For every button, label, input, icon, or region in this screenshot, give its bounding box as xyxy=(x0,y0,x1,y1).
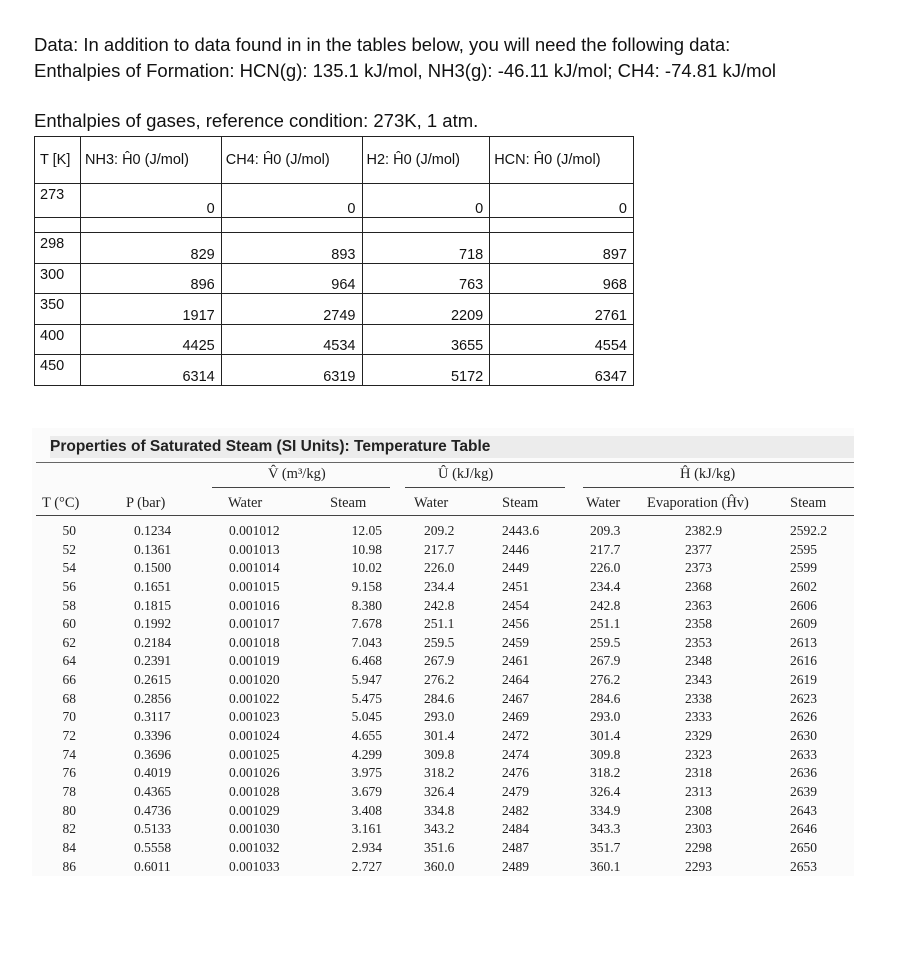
steam-cell-vw: 0.001017 xyxy=(229,616,280,632)
steam-cell-hv: 2338 xyxy=(685,690,712,706)
steam-cell-vs: 10.98 xyxy=(351,541,382,557)
steam-cell-hv: 2323 xyxy=(685,746,712,762)
steam-cell-hs: 2650 xyxy=(790,839,817,855)
steam-cell-t: 74 xyxy=(62,746,76,762)
steam-cell-uw: 276.2 xyxy=(424,672,455,688)
steam-header-v-water: Water xyxy=(228,495,263,511)
steam-cell-t: 66 xyxy=(62,672,76,688)
intro-line-1: Data: In addition to data found in in the tables below, you will need the following data: xyxy=(34,34,731,55)
steam-header-h-steam: Steam xyxy=(790,495,827,511)
steam-cell-hv: 2363 xyxy=(685,597,712,613)
gas-table-spacer-cell xyxy=(35,218,81,233)
steam-cell-vs: 3.408 xyxy=(351,802,382,818)
steam-cell-vs: 5.045 xyxy=(351,709,382,725)
steam-cell-t: 84 xyxy=(62,839,76,855)
steam-cell-p: 0.4019 xyxy=(134,765,172,781)
steam-group-internal-energy: Û (kJ/kg) xyxy=(438,466,494,482)
steam-cell-hw: 360.1 xyxy=(590,858,621,874)
steam-cell-hw: 209.3 xyxy=(590,523,621,538)
steam-cell-t: 80 xyxy=(62,802,76,818)
steam-cell-vs: 3.679 xyxy=(351,783,382,799)
steam-cell-vs: 6.468 xyxy=(351,653,382,669)
steam-cell-p: 0.1234 xyxy=(134,523,172,538)
steam-cell-hs: 2609 xyxy=(790,616,817,632)
gas-header-ch4: CH4: Ĥ0 (J/mol) xyxy=(221,137,362,184)
steam-cell-hw: 276.2 xyxy=(590,672,621,688)
steam-cell-us: 2459 xyxy=(502,634,529,650)
steam-cell-vw: 0.001022 xyxy=(229,690,280,706)
steam-cell-vw: 0.001029 xyxy=(229,802,280,818)
steam-cell-t: 54 xyxy=(62,560,76,576)
steam-cell-hw: 242.8 xyxy=(590,597,621,613)
steam-cell-us: 2451 xyxy=(502,578,529,594)
steam-cell-uw: 343.2 xyxy=(424,821,455,837)
steam-cell-uw: 360.0 xyxy=(424,858,455,874)
steam-cell-vw: 0.001032 xyxy=(229,839,280,855)
steam-cell-vs: 10.02 xyxy=(351,560,382,576)
steam-cell-hv: 2348 xyxy=(685,653,712,669)
gas-table-row xyxy=(35,184,634,218)
gas-table-value-cell: 1917 xyxy=(81,294,222,325)
steam-cell-uw: 309.8 xyxy=(424,746,455,762)
steam-cell-uw: 334.8 xyxy=(424,802,455,818)
steam-cell-us: 2479 xyxy=(502,783,529,799)
steam-cell-p: 0.1992 xyxy=(134,616,172,632)
steam-cell-uw: 293.0 xyxy=(424,709,455,725)
gas-table-row xyxy=(35,324,634,355)
steam-cell-uw: 301.4 xyxy=(424,728,455,744)
steam-cell-p: 0.1651 xyxy=(134,578,172,594)
steam-cell-uw: 234.4 xyxy=(424,578,455,594)
steam-cell-us: 2489 xyxy=(502,858,529,874)
steam-cell-uw: 326.4 xyxy=(424,783,455,799)
steam-cell-uw: 318.2 xyxy=(424,765,455,781)
steam-header-h-water: Water xyxy=(586,495,621,511)
steam-cell-us: 2446 xyxy=(502,541,529,557)
steam-cell-hv: 2382.9 xyxy=(685,523,723,538)
steam-cell-us: 2472 xyxy=(502,728,529,744)
steam-cell-uw: 251.1 xyxy=(424,616,455,632)
steam-cell-hv: 2293 xyxy=(685,858,712,874)
steam-cell-t: 86 xyxy=(62,858,76,874)
steam-cell-hs: 2639 xyxy=(790,783,817,799)
steam-column-u-steam xyxy=(502,522,539,876)
steam-cell-hv: 2373 xyxy=(685,560,712,576)
steam-cell-vw: 0.001012 xyxy=(229,523,280,538)
steam-cell-vs: 2.934 xyxy=(351,839,382,855)
gas-table-spacer-cell xyxy=(81,218,222,233)
steam-cell-vs: 2.727 xyxy=(351,858,382,874)
steam-cell-hs: 2643 xyxy=(790,802,817,818)
gas-table-value-cell: 4534 xyxy=(221,324,362,355)
steam-cell-hw: 217.7 xyxy=(590,541,621,557)
steam-cell-p: 0.3117 xyxy=(134,709,171,725)
steam-header-h-evaporation: Evaporation (Ĥv) xyxy=(647,495,749,511)
gas-table-row xyxy=(35,263,634,294)
steam-cell-p: 0.2856 xyxy=(134,690,172,706)
steam-cell-hw: 318.2 xyxy=(590,765,621,781)
steam-cell-us: 2482 xyxy=(502,802,529,818)
steam-cell-p: 0.3696 xyxy=(134,746,172,762)
gas-table-value-cell: 964 xyxy=(221,263,362,294)
steam-cell-uw: 226.0 xyxy=(424,560,455,576)
steam-cell-hv: 2308 xyxy=(685,802,712,818)
gas-table-value-cell: 0 xyxy=(362,184,490,218)
steam-column-v-water xyxy=(229,522,280,876)
steam-cell-t: 58 xyxy=(62,597,76,613)
steam-cell-hv: 2303 xyxy=(685,821,712,837)
steam-cell-hs: 2636 xyxy=(790,765,817,781)
steam-cell-vs: 12.05 xyxy=(351,523,382,538)
steam-cell-us: 2464 xyxy=(502,672,529,688)
steam-cell-vs: 5.947 xyxy=(351,672,382,688)
steam-column-u-water xyxy=(424,522,454,876)
steam-cell-hw: 267.9 xyxy=(590,653,621,669)
steam-cell-vs: 5.475 xyxy=(351,690,382,706)
steam-cell-us: 2456 xyxy=(502,616,529,632)
steam-cell-uw: 267.9 xyxy=(424,653,455,669)
gas-table-spacer-cell xyxy=(221,218,362,233)
steam-cell-t: 72 xyxy=(62,728,76,744)
steam-cell-us: 2474 xyxy=(502,746,529,762)
steam-cell-uw: 209.2 xyxy=(424,523,455,538)
steam-cell-hw: 251.1 xyxy=(590,616,621,632)
intro-line-2: Enthalpies of Formation: HCN(g): 135.1 kJ/mol, NH3(g): -46.11 kJ/mol; CH4: -74.81 kJ/mol xyxy=(34,60,776,81)
steam-cell-hs: 2619 xyxy=(790,672,817,688)
steam-cell-hw: 293.0 xyxy=(590,709,621,725)
steam-column-h-steam xyxy=(790,522,827,876)
steam-cell-hv: 2343 xyxy=(685,672,712,688)
steam-cell-hv: 2368 xyxy=(685,578,712,594)
gas-table-spacer xyxy=(35,218,634,233)
steam-cell-hw: 343.3 xyxy=(590,821,621,837)
steam-cell-vs: 9.158 xyxy=(351,578,382,594)
gas-table-row xyxy=(35,355,634,386)
steam-volume-rule xyxy=(212,487,390,488)
gas-table-value-cell: 897 xyxy=(490,233,634,264)
steam-cell-vw: 0.001033 xyxy=(229,858,280,874)
steam-cell-hw: 234.4 xyxy=(590,578,621,594)
steam-cell-hs: 2606 xyxy=(790,597,817,613)
steam-cell-hs: 2646 xyxy=(790,821,817,837)
gas-table-temperature-cell: 450 xyxy=(35,355,81,386)
steam-energy-rule xyxy=(405,487,565,488)
gas-table-value-cell: 6347 xyxy=(490,355,634,386)
gas-table-temperature-cell: 350 xyxy=(35,294,81,325)
steam-cell-hv: 2318 xyxy=(685,765,712,781)
steam-cell-vw: 0.001023 xyxy=(229,709,280,725)
steam-header-rule xyxy=(36,515,854,516)
steam-cell-us: 2443.6 xyxy=(502,523,540,538)
steam-column-temperature xyxy=(40,522,76,876)
gas-table-header-row xyxy=(35,137,634,184)
steam-header-u-steam: Steam xyxy=(502,495,539,511)
gas-table-spacer-cell xyxy=(490,218,634,233)
gas-enthalpy-table xyxy=(34,136,634,386)
steam-table-title xyxy=(50,436,854,458)
steam-header-pressure: P (bar) xyxy=(126,495,166,511)
steam-cell-us: 2467 xyxy=(502,690,529,706)
steam-header-v-steam: Steam xyxy=(330,495,367,511)
steam-column-v-steam xyxy=(318,522,382,876)
steam-cell-uw: 351.6 xyxy=(424,839,455,855)
steam-cell-t: 70 xyxy=(62,709,76,725)
steam-cell-us: 2487 xyxy=(502,839,529,855)
steam-cell-hv: 2313 xyxy=(685,783,712,799)
steam-cell-vw: 0.001015 xyxy=(229,578,280,594)
steam-cell-vw: 0.001030 xyxy=(229,821,280,837)
gas-table-temperature-cell: 400 xyxy=(35,324,81,355)
gas-table-row xyxy=(35,294,634,325)
steam-cell-p: 0.4736 xyxy=(134,802,172,818)
steam-cell-vs: 3.161 xyxy=(351,821,382,837)
steam-cell-uw: 259.5 xyxy=(424,634,455,650)
steam-cell-vw: 0.001019 xyxy=(229,653,280,669)
steam-cell-t: 62 xyxy=(62,634,76,650)
gas-header-hcn: HCN: Ĥ0 (J/mol) xyxy=(490,137,634,184)
steam-cell-t: 64 xyxy=(62,653,76,669)
gas-table-value-cell: 2209 xyxy=(362,294,490,325)
steam-cell-vs: 4.655 xyxy=(351,728,382,744)
steam-cell-hw: 226.0 xyxy=(590,560,621,576)
steam-cell-vs: 7.043 xyxy=(351,634,382,650)
gas-table-value-cell: 718 xyxy=(362,233,490,264)
steam-cell-us: 2449 xyxy=(502,560,529,576)
gas-table-temperature-cell: 298 xyxy=(35,233,81,264)
steam-cell-t: 60 xyxy=(62,616,76,632)
steam-cell-t: 78 xyxy=(62,783,76,799)
gas-table-temperature-cell: 273 xyxy=(35,184,81,218)
steam-group-volume: V̂ (m³/kg) xyxy=(268,466,326,482)
steam-cell-hs: 2626 xyxy=(790,709,817,725)
steam-cell-hw: 326.4 xyxy=(590,783,621,799)
steam-cell-vs: 7.678 xyxy=(351,616,382,632)
steam-cell-p: 0.1361 xyxy=(134,541,172,557)
steam-cell-hw: 351.7 xyxy=(590,839,621,855)
steam-cell-uw: 284.6 xyxy=(424,690,455,706)
steam-cell-vs: 4.299 xyxy=(351,746,382,762)
steam-cell-vw: 0.001025 xyxy=(229,746,280,762)
gas-table-value-cell: 0 xyxy=(490,184,634,218)
gas-table-value-cell: 5172 xyxy=(362,355,490,386)
steam-cell-t: 50 xyxy=(62,523,76,538)
steam-cell-p: 0.3396 xyxy=(134,728,172,744)
gas-table-value-cell: 4425 xyxy=(81,324,222,355)
gas-table-value-cell: 4554 xyxy=(490,324,634,355)
steam-group-enthalpy: Ĥ (kJ/kg) xyxy=(680,466,736,482)
steam-cell-hw: 309.8 xyxy=(590,746,621,762)
steam-cell-us: 2461 xyxy=(502,653,529,669)
steam-cell-uw: 242.8 xyxy=(424,597,455,613)
steam-cell-p: 0.4365 xyxy=(134,783,172,799)
steam-cell-p: 0.5558 xyxy=(134,839,172,855)
steam-cell-vw: 0.001016 xyxy=(229,597,280,613)
steam-cell-us: 2469 xyxy=(502,709,529,725)
steam-cell-hs: 2602 xyxy=(790,578,817,594)
gas-table-temperature-cell: 300 xyxy=(35,263,81,294)
steam-cell-t: 56 xyxy=(62,578,76,594)
gas-header-temperature: T [K] xyxy=(35,137,81,184)
gas-table-value-cell: 2749 xyxy=(221,294,362,325)
gas-table-value-cell: 0 xyxy=(221,184,362,218)
gas-table-value-cell: 0 xyxy=(81,184,222,218)
steam-cell-uw: 217.7 xyxy=(424,541,455,557)
steam-cell-vw: 0.001026 xyxy=(229,765,280,781)
steam-cell-hw: 284.6 xyxy=(590,690,621,706)
steam-cell-us: 2476 xyxy=(502,765,529,781)
steam-cell-hw: 334.9 xyxy=(590,802,621,818)
steam-cell-t: 82 xyxy=(62,821,76,837)
gas-table-value-cell: 6319 xyxy=(221,355,362,386)
steam-cell-vw: 0.001018 xyxy=(229,634,280,650)
steam-cell-t: 76 xyxy=(62,765,76,781)
steam-title-text: Properties of Saturated Steam (SI Units): Temperature Table xyxy=(50,438,491,455)
steam-header-temperature: T (°C) xyxy=(42,495,80,511)
steam-cell-hs: 2595 xyxy=(790,541,817,557)
steam-enthalpy-rule xyxy=(583,487,854,488)
steam-cell-hs: 2633 xyxy=(790,746,817,762)
steam-cell-hv: 2333 xyxy=(685,709,712,725)
steam-cell-hs: 2653 xyxy=(790,858,817,874)
steam-cell-hv: 2298 xyxy=(685,839,712,855)
steam-cell-p: 0.2184 xyxy=(134,634,172,650)
steam-cell-hw: 301.4 xyxy=(590,728,621,744)
steam-cell-vw: 0.001024 xyxy=(229,728,280,744)
gas-table-value-cell: 829 xyxy=(81,233,222,264)
steam-cell-vw: 0.001014 xyxy=(229,560,280,576)
gas-header-nh3: NH3: Ĥ0 (J/mol) xyxy=(81,137,222,184)
steam-cell-p: 0.2615 xyxy=(134,672,172,688)
steam-cell-hv: 2329 xyxy=(685,728,712,744)
steam-cell-hs: 2616 xyxy=(790,653,817,669)
steam-cell-hv: 2353 xyxy=(685,634,712,650)
steam-cell-p: 0.5133 xyxy=(134,821,172,837)
steam-cell-vw: 0.001013 xyxy=(229,541,280,557)
gas-table-value-cell: 968 xyxy=(490,263,634,294)
steam-cell-hw: 259.5 xyxy=(590,634,621,650)
steam-cell-hv: 2377 xyxy=(685,541,712,557)
steam-cell-vs: 8.380 xyxy=(351,597,382,613)
steam-cell-vs: 3.975 xyxy=(351,765,382,781)
steam-cell-p: 0.6011 xyxy=(134,858,171,874)
steam-cell-t: 68 xyxy=(62,690,76,706)
steam-cell-p: 0.1500 xyxy=(134,560,172,576)
steam-top-rule xyxy=(36,462,854,463)
gas-table-value-cell: 2761 xyxy=(490,294,634,325)
steam-cell-hs: 2613 xyxy=(790,634,817,650)
gas-table-value-cell: 3655 xyxy=(362,324,490,355)
gas-table-value-cell: 896 xyxy=(81,263,222,294)
steam-cell-vw: 0.001028 xyxy=(229,783,280,799)
steam-cell-hs: 2623 xyxy=(790,690,817,706)
steam-header-u-water: Water xyxy=(414,495,449,511)
steam-cell-hs: 2630 xyxy=(790,728,817,744)
steam-cell-us: 2484 xyxy=(502,821,529,837)
steam-column-h-evaporation xyxy=(685,522,722,876)
gas-table-value-cell: 893 xyxy=(221,233,362,264)
intro-text xyxy=(34,32,884,84)
steam-cell-p: 0.1815 xyxy=(134,597,172,613)
steam-column-pressure xyxy=(134,522,171,876)
steam-cell-hs: 2592.2 xyxy=(790,523,828,538)
gas-header-h2: H2: Ĥ0 (J/mol) xyxy=(362,137,490,184)
gas-table-value-cell: 6314 xyxy=(81,355,222,386)
steam-cell-vw: 0.001020 xyxy=(229,672,280,688)
steam-cell-hv: 2358 xyxy=(685,616,712,632)
steam-cell-t: 52 xyxy=(62,541,76,557)
gas-table-row xyxy=(35,233,634,264)
gases-table-title: Enthalpies of gases, reference condition: 273K, 1 atm. xyxy=(34,110,479,131)
steam-cell-hs: 2599 xyxy=(790,560,817,576)
steam-cell-us: 2454 xyxy=(502,597,529,613)
gas-table-value-cell: 763 xyxy=(362,263,490,294)
steam-column-h-water xyxy=(590,522,620,876)
steam-cell-p: 0.2391 xyxy=(134,653,172,669)
gas-table-spacer-cell xyxy=(362,218,490,233)
